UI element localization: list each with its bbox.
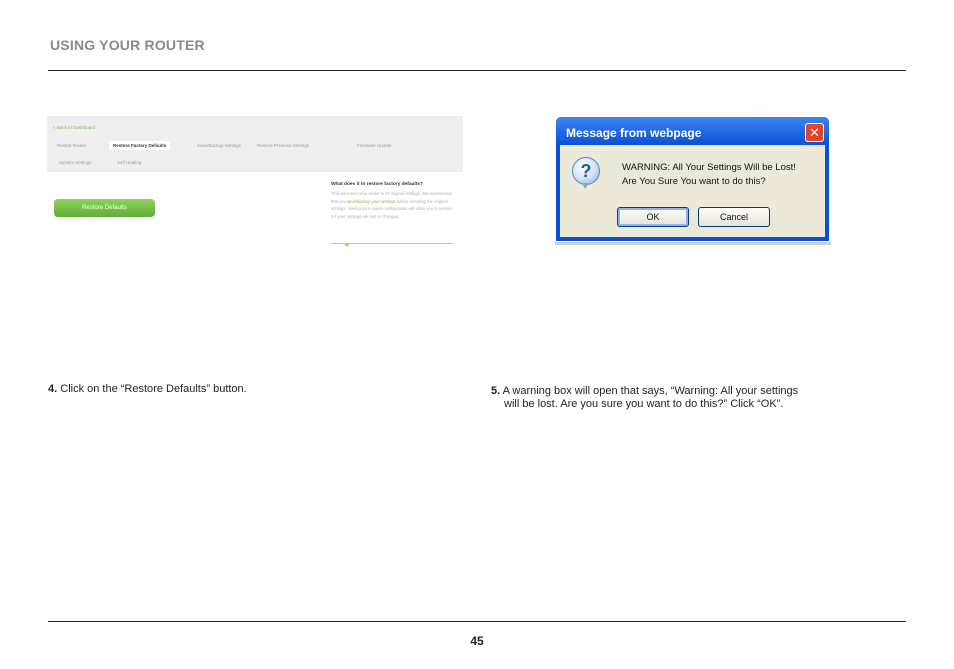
faq-answer: [331, 190, 455, 220]
dialog-screenshot: [555, 117, 831, 245]
tab-firmware-update[interactable]: Firmware Update: [357, 143, 392, 148]
faq-answer-link[interactable]: save/backup your settings: [347, 198, 396, 204]
dialog-body: [560, 145, 825, 237]
step-5-number: 5.: [491, 385, 501, 397]
step-5-text-line-1: A warning box will open that says, “Warning: All your settings: [500, 385, 799, 397]
tab-restore-previous-settings[interactable]: Restore Previous Settings: [257, 143, 310, 148]
warning-dialog: [556, 117, 829, 241]
faq-panel: [331, 182, 455, 220]
ok-button[interactable]: OK: [617, 207, 689, 227]
tab-system-settings[interactable]: System Settings: [59, 160, 92, 165]
dialog-message: [622, 161, 796, 189]
tab-self-healing[interactable]: Self Healing: [117, 160, 142, 165]
faq-answer-text-2: before restoring the original settings. Having your router configuration will allow you to restore it if your settings are lost or changed.: [331, 198, 452, 219]
dialog-shadow: [555, 242, 831, 245]
section-title: USING YOUR ROUTER: [50, 37, 205, 53]
close-icon[interactable]: ✕: [805, 123, 824, 142]
tab-restart-router[interactable]: Restart Router: [57, 143, 87, 148]
dialog-titlebar: [556, 117, 829, 145]
dialog-message-line-1: WARNING: All Your Settings Will be Lost!: [622, 162, 796, 173]
question-icon: ?: [572, 157, 600, 185]
dialog-title: Message from webpage: [566, 126, 702, 140]
router-header-band: [47, 116, 463, 172]
tab-save-backup-settings[interactable]: Save/Backup Settings: [197, 143, 242, 148]
step-4-caption: [48, 383, 247, 396]
page-number: 45: [470, 634, 484, 648]
faq-answer-text-1: This will return your router to its original settings. We recommend that you: [331, 191, 452, 204]
step-4-number: 4.: [48, 383, 58, 395]
router-screenshot: [47, 116, 463, 256]
dialog-message-line-2: Are You Sure You want to do this?: [622, 176, 766, 187]
header-divider: [48, 70, 906, 71]
cancel-button[interactable]: Cancel: [698, 207, 770, 227]
step-5-caption: [491, 385, 881, 411]
question-icon-tail: [582, 183, 589, 189]
restore-defaults-button[interactable]: Restore Defaults: [54, 199, 155, 217]
step-4-text: Click on the “Restore Defaults” button.: [57, 383, 247, 395]
tab-restore-factory-defaults[interactable]: Restore Factory Defaults: [109, 141, 170, 150]
faq-pointer-arrow: [343, 243, 351, 247]
footer-divider: [48, 621, 906, 622]
faq-question: What does it to restore factory defaults?: [331, 182, 423, 187]
step-5-text-line-2: will be lost. Are you sure you want to do this?” Click “OK”.: [504, 398, 784, 410]
back-to-dashboard-link[interactable]: < Back to Dashboard: [53, 125, 96, 130]
